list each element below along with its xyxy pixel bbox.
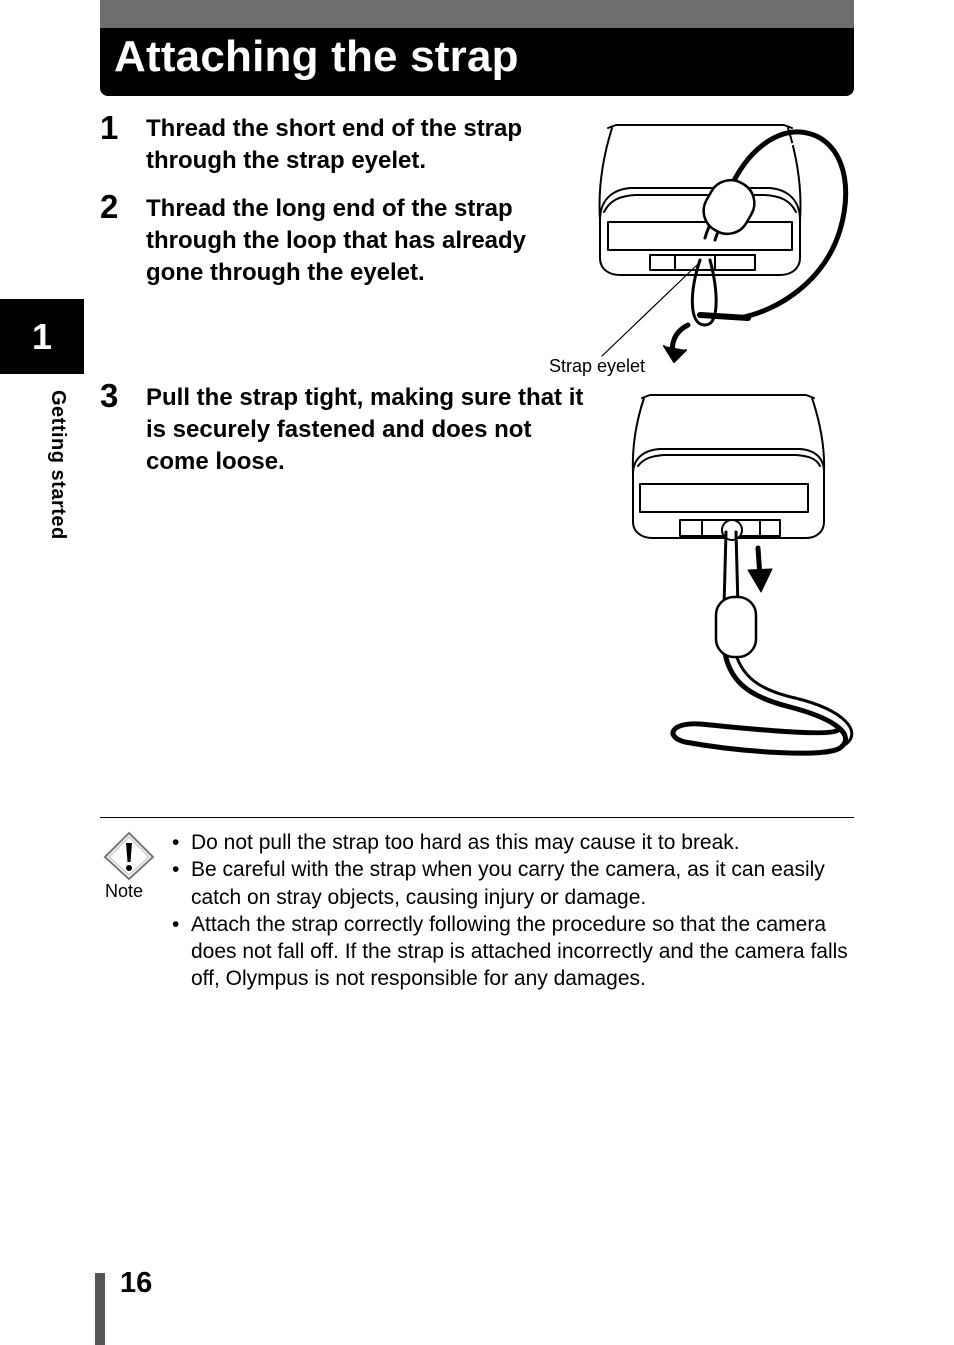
note-label: Note	[104, 881, 144, 901]
step-3-number: 3	[100, 377, 119, 414]
page-number-bar	[95, 1273, 105, 1345]
strap	[673, 520, 852, 753]
note-item: • Attach the strap correctly following the procedure so that the camera does not fall off. If the strap is attached incorrectly and the camera falls off, Olympus is not responsible for any damages.	[172, 911, 854, 993]
chapter-number: 1	[31, 316, 53, 357]
camera-body	[600, 125, 801, 275]
note-divider	[100, 817, 854, 818]
note-item: • Be careful with the strap when you carry the camera, as it can easily catch on stray objects, causing injury or damage.	[172, 856, 854, 911]
page-title: Attaching the strap	[114, 32, 519, 81]
strap-threading-illustration	[540, 120, 860, 375]
strap-tightened-illustration	[600, 392, 860, 762]
step-3-text: Pull the strap tight, making sure that it is securely fastened and does not come loose.	[146, 384, 584, 475]
camera-body	[633, 395, 824, 538]
callout-line	[602, 265, 697, 356]
step-1-text: Thread the short end of the strap through the strap eyelet.	[146, 115, 523, 174]
title-bar-top-stripe	[100, 0, 854, 28]
warning-icon	[102, 831, 156, 881]
strap-stopper	[716, 597, 756, 657]
chapter-label: Getting started	[47, 390, 69, 540]
chapter-tab	[0, 299, 84, 374]
step-2-number: 2	[100, 188, 119, 225]
strap-eyelet-callout: Strap eyelet	[549, 356, 646, 376]
step-1-number: 1	[100, 109, 119, 146]
page-number: 16	[120, 1267, 153, 1299]
title-bar	[100, 0, 854, 96]
pull-arrow-icon	[664, 325, 688, 362]
pull-down-arrow-icon	[748, 548, 772, 592]
note-list	[172, 829, 854, 993]
note-item: • Do not pull the strap too hard as this may cause it to break.	[172, 829, 854, 856]
step-2-text: Thread the long end of the strap through the loop that has already gone through the eyelet.	[146, 195, 527, 286]
